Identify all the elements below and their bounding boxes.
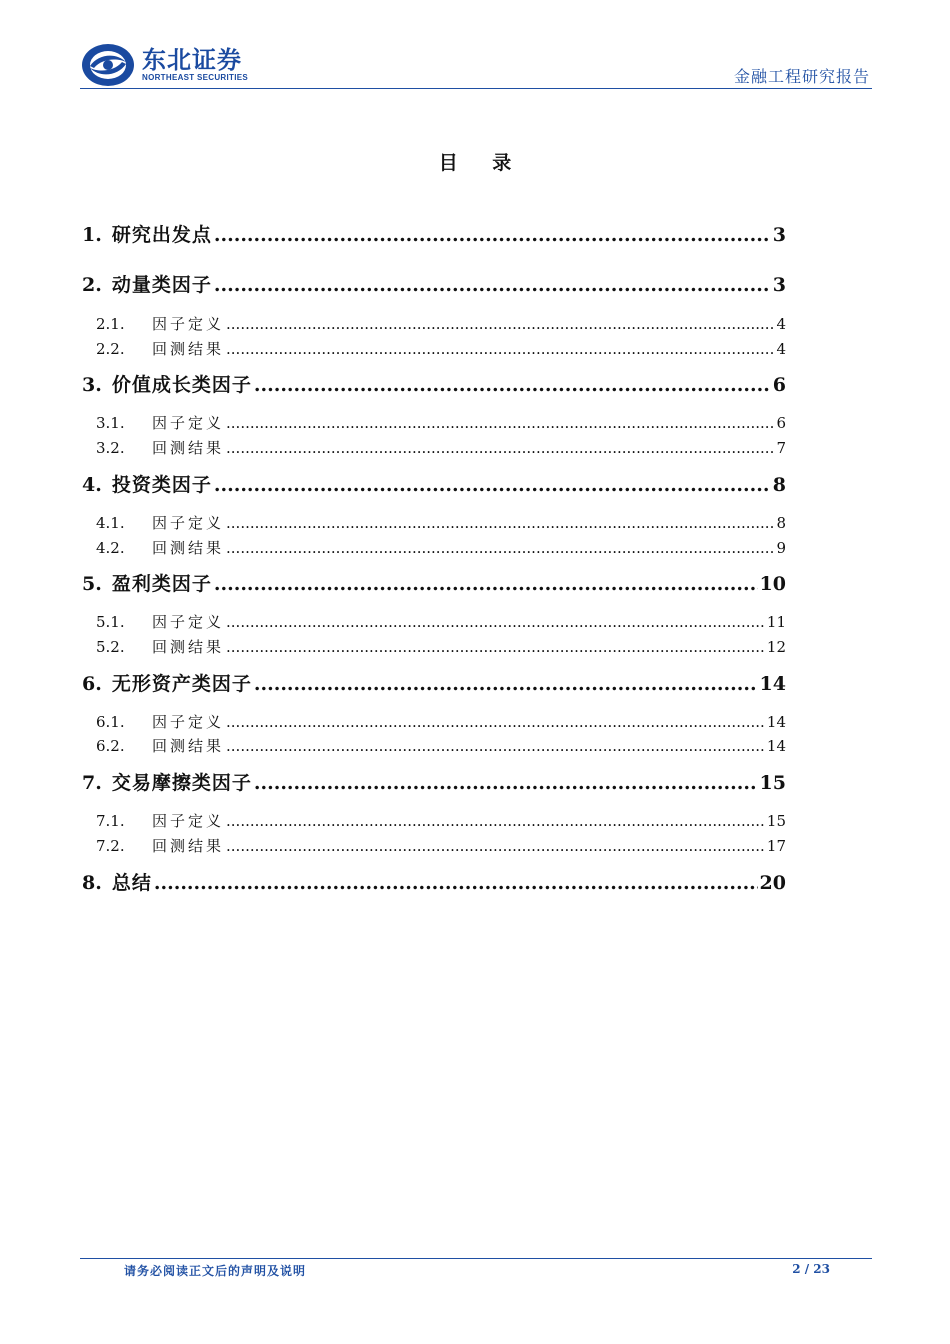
- toc-entry-number: 3.2.: [96, 439, 125, 457]
- toc-leader-dots: [226, 713, 765, 731]
- northeast-securities-logo-icon: [80, 42, 136, 88]
- toc-entry-number: 4.: [82, 474, 102, 496]
- toc-leader-dots: [226, 613, 765, 631]
- toc-entry-number: 5.1.: [96, 613, 125, 631]
- toc-entry-6-1[interactable]: [82, 711, 786, 733]
- toc-entry-label: 因子定义: [152, 613, 225, 631]
- toc-entry-4-1[interactable]: [82, 512, 786, 534]
- toc-leader-dots: [226, 539, 774, 557]
- toc-leader-dots: [214, 474, 771, 496]
- toc-entry-page: 8: [776, 514, 786, 532]
- toc-entry-number: 5.2.: [96, 638, 125, 656]
- toc-entry-page: 15: [759, 772, 786, 794]
- toc-leader-dots: [254, 772, 758, 794]
- toc-entry-page: 14: [766, 713, 786, 731]
- toc-leader-dots: [226, 638, 765, 656]
- toc-entry-page: 7: [776, 439, 786, 457]
- toc-entry-label: 因子定义: [152, 414, 225, 432]
- disclaimer-note: 请务必阅读正文后的声明及说明: [124, 1264, 307, 1278]
- toc-entry-page: 9: [776, 539, 786, 557]
- toc-leader-dots: [214, 274, 771, 296]
- toc-entry-label: 回测结果: [152, 539, 225, 557]
- toc-entry-page: 10: [759, 573, 786, 595]
- toc-entry-label: 回测结果: [152, 340, 225, 358]
- toc-entry-page: 14: [759, 673, 786, 695]
- toc-entry-2[interactable]: [82, 270, 786, 298]
- toc-entry-label: 价值成长类因子: [111, 374, 252, 396]
- page-header: [80, 38, 872, 90]
- toc-entry-number: 6.2.: [96, 737, 125, 755]
- toc-entry-label: 总结: [111, 872, 152, 894]
- toc-entry-label: 动量类因子: [111, 274, 212, 296]
- toc-entry-page: 3: [772, 224, 786, 246]
- toc-entry-label: 回测结果: [152, 439, 225, 457]
- header-divider: [80, 88, 872, 89]
- toc-leader-dots: [226, 315, 774, 333]
- toc-entry-number: 6.: [82, 673, 102, 695]
- toc-leader-dots: [226, 812, 765, 830]
- toc-entry-5[interactable]: [82, 569, 786, 597]
- toc-leader-dots: [254, 374, 771, 396]
- toc-entry-1[interactable]: [82, 220, 786, 248]
- toc-entry-number: 4.1.: [96, 514, 125, 532]
- toc-entry-number: 5.: [82, 573, 102, 595]
- toc-entry-4[interactable]: [82, 470, 786, 498]
- toc-leader-dots: [226, 514, 774, 532]
- toc-entry-7-1[interactable]: [82, 810, 786, 832]
- toc-entry-number: 7.: [82, 772, 102, 794]
- toc-entry-label: 投资类因子: [111, 474, 212, 496]
- company-logo: [80, 42, 248, 88]
- toc-leader-dots: [226, 340, 774, 358]
- toc-entry-label: 无形资产类因子: [111, 673, 252, 695]
- toc-leader-dots: [226, 837, 765, 855]
- logo-english-name: NORTHEAST SECURITIES: [142, 73, 249, 82]
- toc-entry-label: 回测结果: [152, 737, 225, 755]
- toc-entry-6-2[interactable]: [82, 735, 786, 757]
- page-number: 2 / 23: [792, 1262, 830, 1276]
- toc-entry-page: 4: [776, 340, 786, 358]
- toc-entry-2-2[interactable]: [82, 338, 786, 360]
- toc-entry-page: 8: [772, 474, 786, 496]
- toc-entry-label: 回测结果: [152, 638, 225, 656]
- toc-entry-number: 2.2.: [96, 340, 125, 358]
- toc-entry-number: 2.: [82, 274, 102, 296]
- toc-entry-4-2[interactable]: [82, 537, 786, 559]
- toc-entry-page: 4: [776, 315, 786, 333]
- toc-leader-dots: [226, 737, 765, 755]
- toc-entry-label: 研究出发点: [111, 224, 212, 246]
- toc-leader-dots: [226, 439, 774, 457]
- toc-entry-page: 14: [766, 737, 786, 755]
- toc-entry-label: 因子定义: [152, 812, 225, 830]
- toc-entry-page: 20: [759, 872, 786, 894]
- toc-entry-page: 3: [772, 274, 786, 296]
- toc-entry-5-1[interactable]: [82, 611, 786, 633]
- toc-entry-page: 6: [776, 414, 786, 432]
- toc-entry-7-2[interactable]: [82, 835, 786, 857]
- logo-chinese-name: 东北证券: [142, 46, 242, 74]
- toc-entry-number: 8.: [82, 872, 102, 894]
- toc-entry-page: 6: [772, 374, 786, 396]
- toc-leader-dots: [226, 414, 774, 432]
- toc-leader-dots: [254, 673, 758, 695]
- toc-entry-3[interactable]: [82, 370, 786, 398]
- toc-entry-number: 2.1.: [96, 315, 125, 333]
- toc-entry-label: 因子定义: [152, 514, 225, 532]
- toc-entry-7[interactable]: [82, 768, 786, 796]
- toc-entry-label: 回测结果: [152, 837, 225, 855]
- toc-entry-number: 3.: [82, 374, 102, 396]
- toc-entry-page: 12: [766, 638, 786, 656]
- toc-entry-3-1[interactable]: [82, 412, 786, 434]
- toc-entry-page: 11: [766, 613, 786, 631]
- toc-entry-2-1[interactable]: [82, 313, 786, 335]
- report-type-label: 金融工程研究报告: [733, 67, 870, 86]
- toc-entry-label: 因子定义: [152, 713, 225, 731]
- toc-entry-page: 17: [766, 837, 786, 855]
- toc-entry-number: 7.1.: [96, 812, 125, 830]
- toc-entry-3-2[interactable]: [82, 437, 786, 459]
- toc-entry-number: 4.2.: [96, 539, 125, 557]
- toc-entry-number: 1.: [82, 224, 102, 246]
- toc-entry-number: 6.1.: [96, 713, 125, 731]
- toc-title: 目 录: [438, 152, 526, 174]
- toc-entry-number: 3.1.: [96, 414, 125, 432]
- toc-entry-label: 盈利类因子: [111, 573, 212, 595]
- toc-entry-label: 交易摩擦类因子: [111, 772, 252, 794]
- toc-leader-dots: [214, 224, 771, 246]
- toc-entry-page: 15: [766, 812, 786, 830]
- toc-entry-number: 7.2.: [96, 837, 125, 855]
- toc-leader-dots: [214, 573, 758, 595]
- toc-entry-5-2[interactable]: [82, 636, 786, 658]
- toc-entry-label: 因子定义: [152, 315, 225, 333]
- toc-entry-8[interactable]: [82, 868, 786, 896]
- toc-leader-dots: [154, 872, 758, 894]
- footer-divider: [80, 1258, 872, 1259]
- toc-entry-6[interactable]: [82, 669, 786, 697]
